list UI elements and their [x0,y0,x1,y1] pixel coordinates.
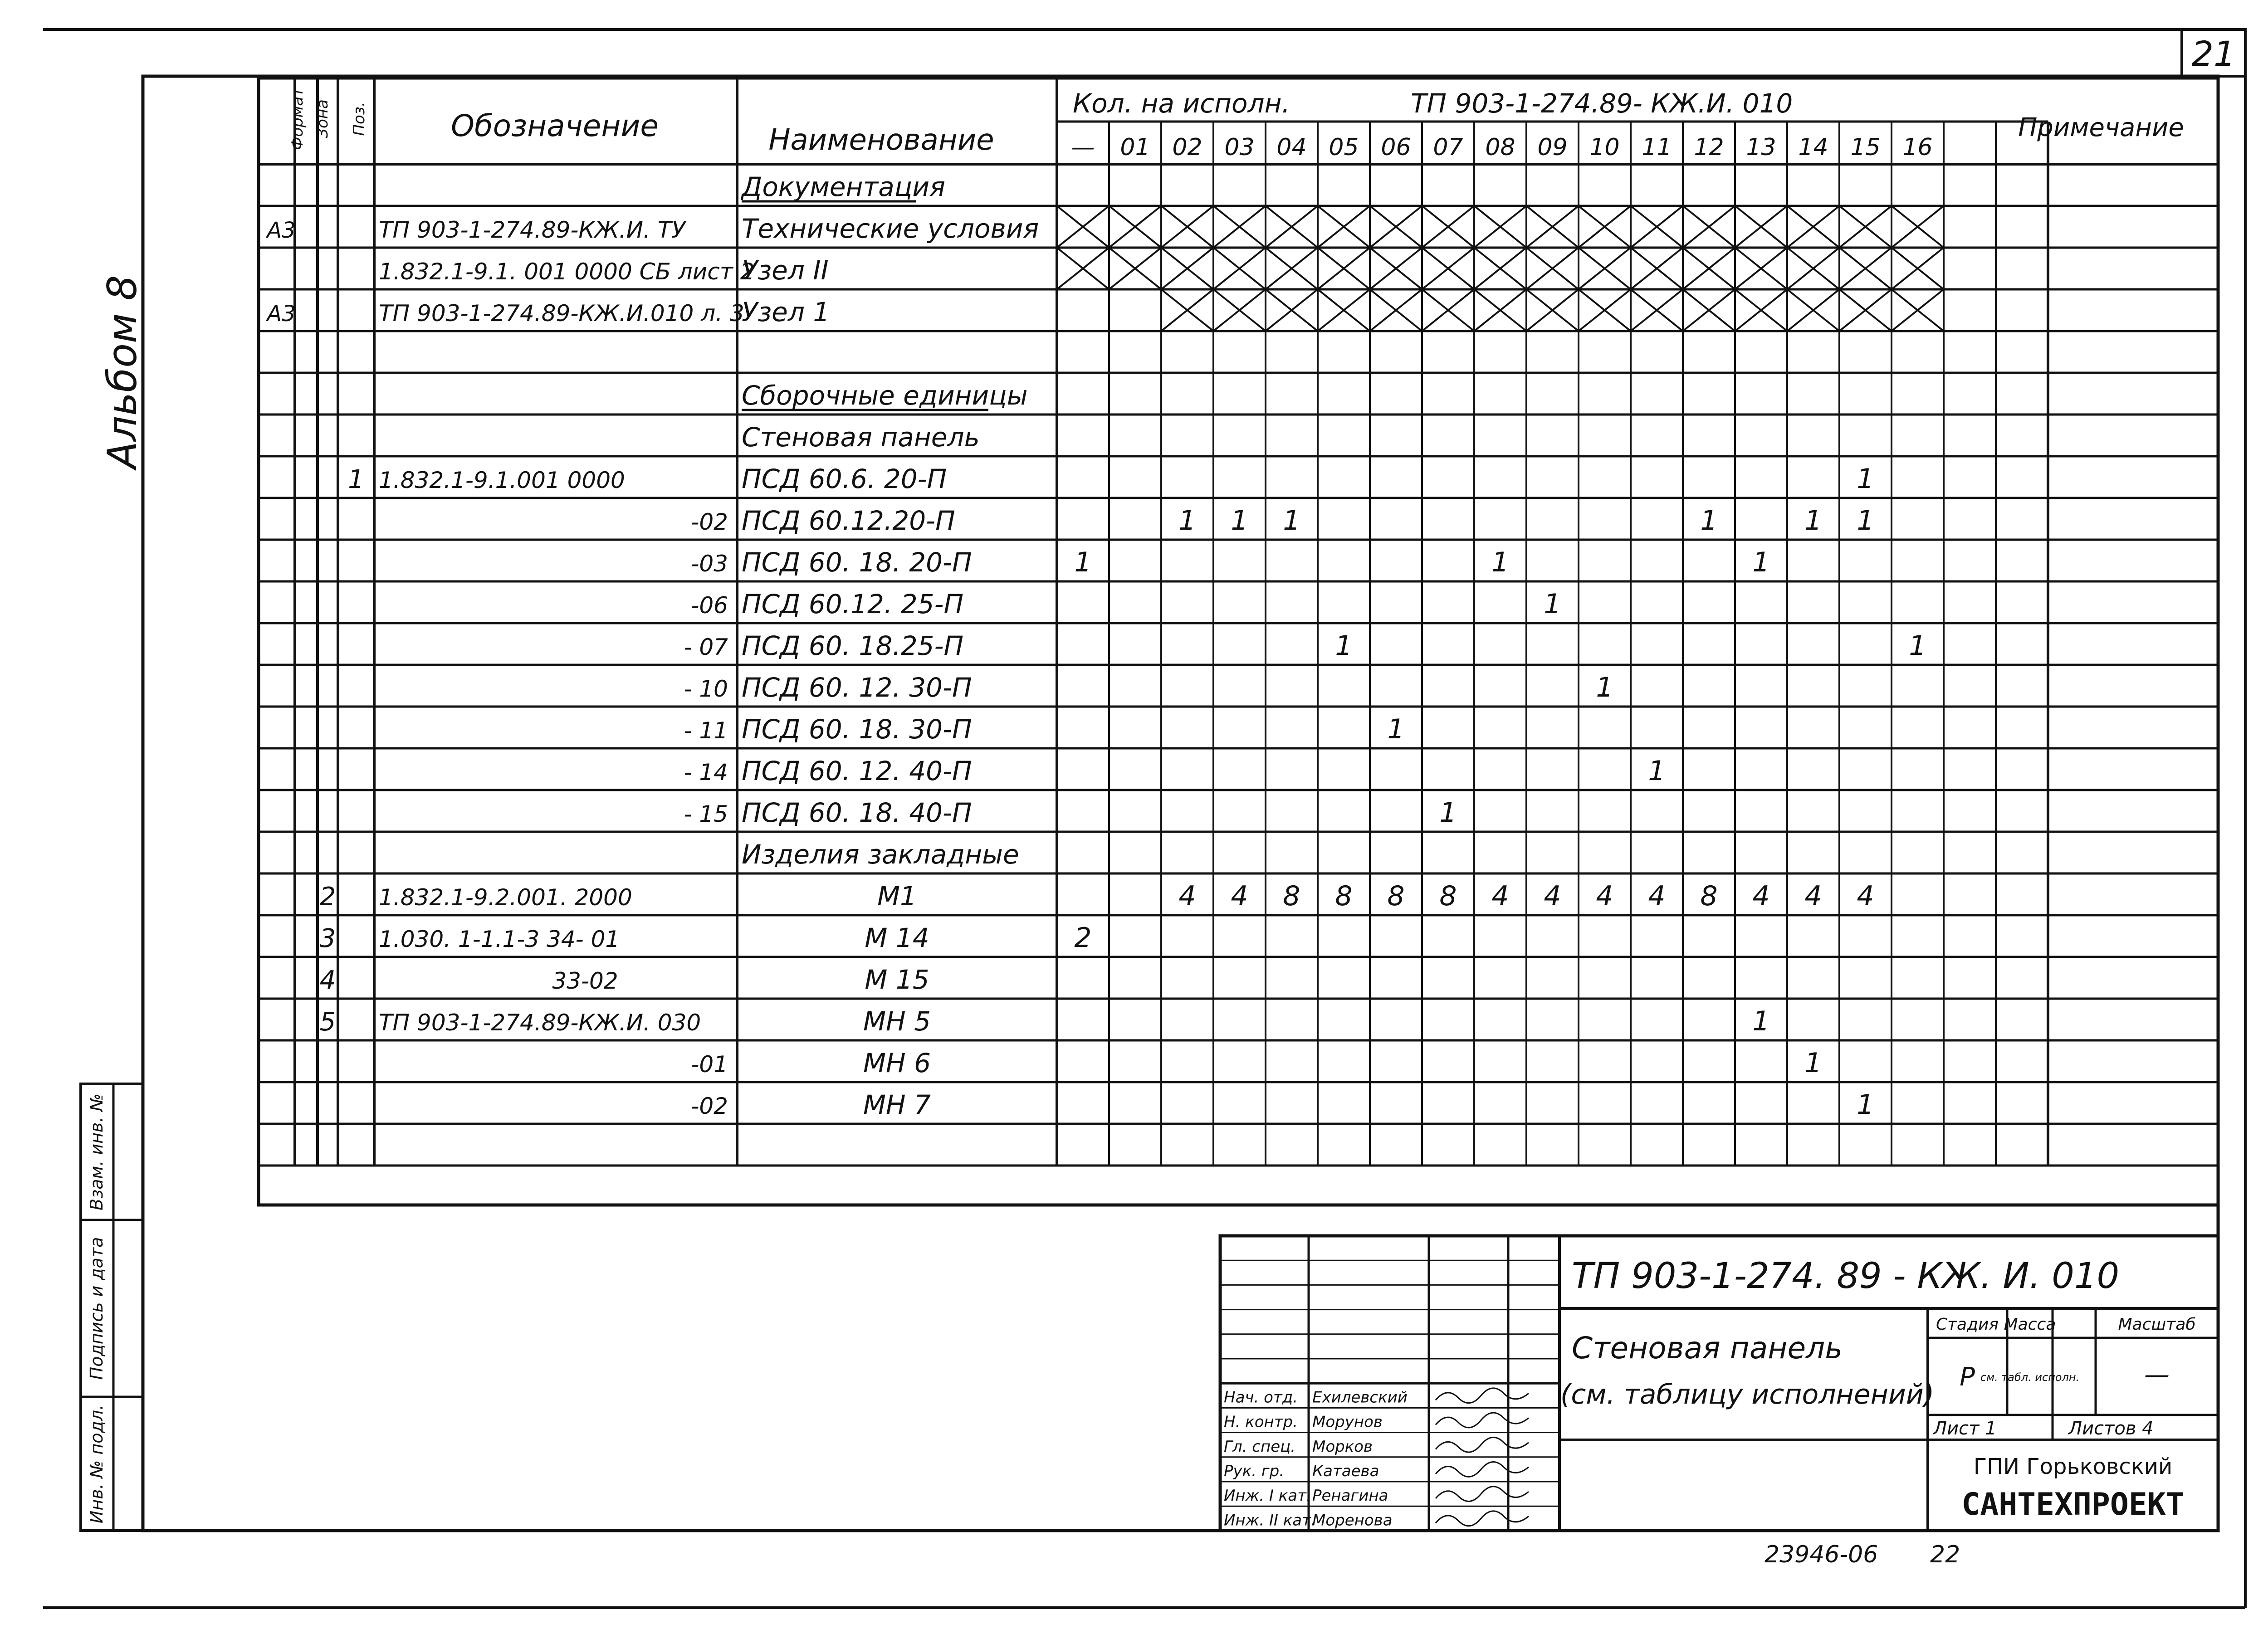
cell-designation: 1.832.1-9.1. 001 0000 СБ лист 2 [379,259,755,285]
variant-header: 02 [1172,134,1202,161]
quantity-value: 4 [1596,880,1613,912]
drawing-subtitle: (см. таблицу исполнений) [1560,1379,1935,1410]
cell-name: ПСД 60. 12. 30-П [742,672,972,703]
table-row [265,289,1944,331]
quantity-value: 1 [1752,546,1770,578]
variant-header: 01 [1120,134,1150,161]
quantity-value: 1 [1857,505,1874,537]
archive-page: 22 [1930,1541,1960,1568]
cell-designation: -02 [691,1093,728,1119]
cell-name: ПСД 60.6. 20-П [742,463,947,494]
signature-name: Морков [1312,1437,1373,1456]
handwritten-signature [1436,1462,1529,1477]
table-row [742,380,1028,411]
quantity-value: 4 [1544,880,1561,912]
signature-name: Моренова [1312,1511,1393,1530]
organization-line2: САНТЕХПРОЕКТ [1961,1487,2185,1522]
quantity-value: 8 [1283,880,1300,912]
cell-designation: 1.832.1-9.2.001. 2000 [379,884,632,911]
cell-designation: ТП 903-1-274.89-КЖ.И. ТУ [379,217,685,243]
cell-name: М 14 [865,922,929,953]
strip-label-replaced-inv: Взам. инв. № [87,1093,107,1211]
cell-zone: 4 [319,966,336,995]
title-block [1220,1236,2218,1531]
scale-label: Масштаб [2118,1315,2196,1334]
cell-name: ПСД 60. 12. 40-П [742,756,972,786]
cell-name: Стеновая панель [742,422,980,453]
variant-header: 08 [1485,134,1515,161]
quantity-value: 1 [1544,588,1561,620]
cell-name: ПСД 60. 18. 20-П [742,547,972,578]
variant-header: 06 [1381,134,1411,161]
cell-format: А3 [267,218,296,243]
quantity-value: 8 [1335,880,1353,912]
cell-name: МН 7 [863,1089,931,1120]
cell-designation: 33-02 [552,968,618,994]
cell-name: ПСД 60. 18.25-П [742,630,964,661]
signature-role: Инж. I кат. [1224,1487,1311,1505]
handwritten-signature [1436,1511,1529,1526]
quantity-value: 1 [1335,630,1353,662]
cell-designation: - 11 [684,717,728,744]
variant-header: — [1071,134,1095,161]
signature-name: Ехилевский [1312,1388,1408,1407]
table-row [684,630,1926,662]
quantity-value: 1 [1439,797,1457,829]
cell-designation: ТП 903-1-274.89-КЖ.И. 030 [379,1010,701,1036]
quantity-value: 1 [1648,755,1666,787]
cell-designation: -06 [691,592,728,619]
specification-table [259,78,2218,1205]
signature-name: Катаева [1312,1462,1379,1480]
variant-header: 03 [1224,134,1255,161]
cell-name: Узел 1 [742,297,830,327]
cell-zone: 5 [319,1007,336,1037]
quantity-value: 1 [1491,546,1509,578]
drawing-title: Стеновая панель [1572,1331,1843,1366]
table-row [740,171,945,202]
quantity-value: 1 [1700,505,1718,537]
quantity-value: 4 [1231,880,1248,912]
cell-designation: -03 [691,551,728,577]
variant-header: 05 [1329,134,1359,161]
stage-label: Стадия [1936,1315,1999,1334]
mass-value: см. табл. исполн. [1980,1371,2080,1384]
variant-header: 14 [1798,134,1828,161]
variant-header: 13 [1746,134,1776,161]
header-zone: Зона [313,99,332,138]
header-format: Формат [288,88,307,150]
signature-grid [1220,1236,1559,1531]
table-row [348,463,1874,495]
variant-header: 11 [1642,134,1672,161]
header-qty-title: Кол. на исполн. [1073,88,1290,119]
table-row [691,546,1769,578]
quantity-value: 4 [1178,880,1196,912]
header-note: Примечание [2018,113,2184,142]
variant-header: 07 [1433,134,1463,161]
cell-designation: - 07 [684,634,728,660]
quantity-value: 8 [1439,880,1457,912]
document-code: ТП 903-1-274. 89 - КЖ. И. 010 [1572,1256,2120,1297]
sheet-label: Лист 1 [1933,1418,1997,1439]
header-pos: Поз. [350,102,368,136]
table-row [742,422,980,453]
quantity-value: 1 [1231,505,1248,537]
quantity-value: 1 [1804,505,1822,537]
cell-designation: ТП 903-1-274.89-КЖ.И.010 л. 3 [379,300,744,327]
header-qty-doc: ТП 903-1-274.89- КЖ.И. 010 [1411,88,1793,119]
cell-designation: 1.832.1-9.1.001 0000 [379,467,625,493]
signature-role: Рук. гр. [1224,1462,1285,1480]
signature-role: Нач. отд. [1224,1388,1298,1407]
cell-name: Узел II [742,255,829,286]
signature-name: Ренагина [1312,1487,1388,1505]
variant-header: 04 [1276,134,1307,161]
quantity-value: 2 [1074,922,1092,954]
cell-name: Изделия закладные [742,839,1019,870]
cell-designation: -02 [691,509,728,535]
quantity-value: 4 [1648,880,1666,912]
cell-name: Сборочные единицы [742,380,1028,411]
table-row [691,588,1561,620]
handwritten-signature [1436,1413,1529,1428]
quantity-value: 1 [1596,672,1613,703]
cell-designation: -01 [691,1051,728,1078]
cell-name: МН 6 [863,1048,931,1078]
strip-label-signature-date: Подпись и дата [87,1237,107,1380]
quantity-value: 8 [1700,880,1718,912]
strip-label-inv-original: Инв. № подл. [87,1404,107,1524]
table-body [265,171,1944,1121]
cell-name: ПСД 60. 18. 30-П [742,714,972,745]
quantity-value: 1 [1387,713,1405,745]
variant-header: 15 [1850,134,1881,161]
quantity-value: 1 [1857,463,1874,495]
variant-header: 10 [1589,134,1620,161]
quantity-value: 1 [1857,1089,1874,1121]
quantity-value: 1 [1752,1005,1770,1037]
quantity-value: 1 [1178,505,1196,537]
handwritten-signature [1436,1437,1529,1452]
table-row [684,713,1404,745]
header-designation: Обозначение [451,108,659,143]
archive-number: 23946-06 [1765,1541,1878,1568]
quantity-value: 8 [1387,880,1405,912]
cell-name: Документация [742,171,945,202]
table-row [320,922,1092,954]
quantity-value: 4 [1857,880,1874,912]
cell-designation: - 10 [684,676,728,702]
cell-zone: 3 [319,924,336,953]
cell-format: А3 [267,301,296,327]
quantity-value: 1 [1909,630,1926,662]
variant-header: 09 [1537,134,1568,161]
table-row [742,839,1019,870]
table-row [691,1089,1874,1121]
signature-role: Н. контр. [1224,1413,1298,1431]
variant-header: 16 [1902,134,1933,161]
scale-value: — [2144,1360,2170,1390]
cell-name: ПСД 60.12.20-П [742,505,955,536]
quantity-value: 1 [1804,1047,1822,1079]
table-row [691,505,1874,537]
left-strip [81,1084,143,1531]
handwritten-signature [1436,1487,1529,1502]
cell-designation: - 14 [684,759,728,785]
table-row [684,755,1665,787]
organization-line1: ГПИ Горьковский [1973,1454,2173,1479]
quantity-value: 1 [1074,546,1092,578]
signature-role: Гл. спец. [1224,1437,1296,1456]
cell-name: ПСД 60.12. 25-П [742,589,964,619]
table-row [265,206,1944,248]
signature-name: Морунов [1312,1413,1383,1431]
cell-designation: - 15 [684,801,728,827]
album-label: Альбом 8 [99,275,146,469]
table-row [320,880,1874,912]
cell-name: М1 [877,881,917,912]
cell-name: ПСД 60. 18. 40-П [742,797,972,828]
sheet-number: 21 [2191,34,2236,74]
table-row [320,964,929,995]
cell-designation: 1.030. 1-1.1-3 34- 01 [379,926,620,952]
table-row [684,797,1457,829]
handwritten-signature [1436,1388,1529,1403]
table-row [320,1005,1770,1037]
table-row [691,1047,1822,1079]
signature-role: Инж. II кат. [1224,1511,1316,1530]
quantity-value: 4 [1752,880,1770,912]
cell-position: 1 [348,465,364,494]
cell-name: Технические условия [742,213,1039,244]
header-name: Наименование [768,123,994,157]
stage-value: Р [1960,1362,1975,1392]
mass-label: Масса [2004,1315,2056,1334]
cell-name: М 15 [865,964,929,995]
cell-name: МН 5 [863,1006,931,1037]
quantity-value: 4 [1491,880,1509,912]
sheets-label: Листов 4 [2068,1418,2154,1439]
quantity-value: 1 [1283,505,1300,537]
variant-header: 12 [1694,134,1724,161]
quantity-value: 4 [1804,880,1822,912]
cell-zone: 2 [319,882,336,912]
